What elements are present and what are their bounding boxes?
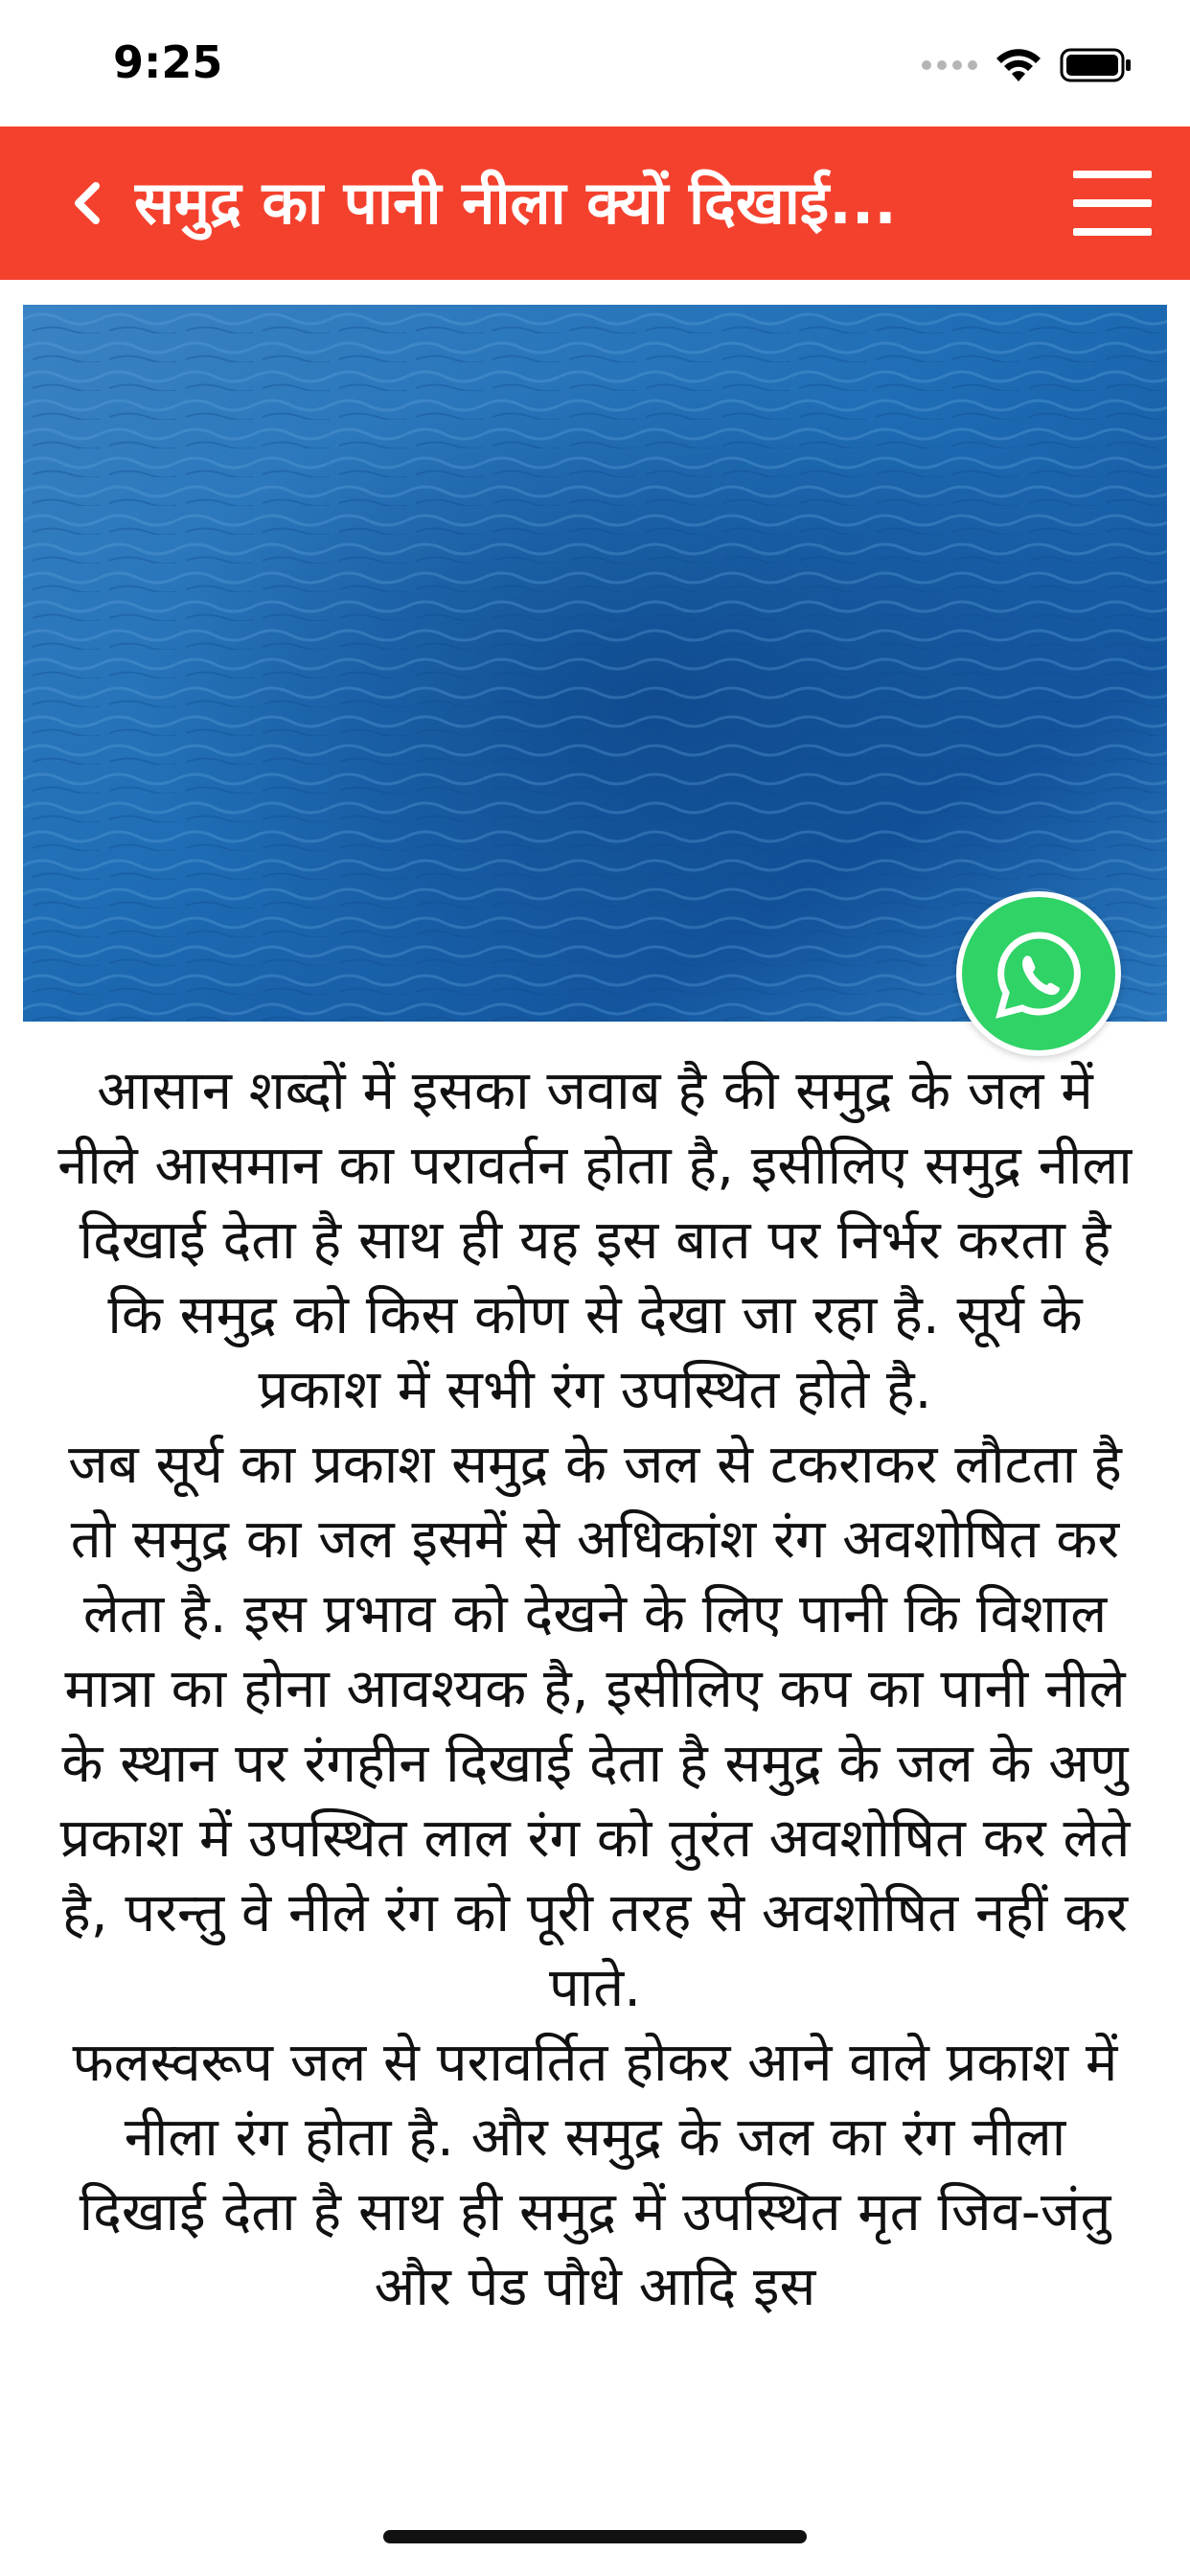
whatsapp-share-button[interactable] [956,891,1121,1056]
app-bar [0,126,1190,280]
page-title: समुद्र का पानी नीला क्यों दिखाई... [134,168,897,238]
back-button[interactable] [38,155,134,251]
status-time: 9:25 [113,36,223,88]
whatsapp-icon [993,928,1085,1020]
home-indicator [383,2530,807,2543]
article-paragraph: आसान शब्दों में इसका जवाब है की समुद्र के जल में नीले आसमान का परावर्तन होता है, इसीलिए समुद्र नीला दिखाई देता है साथ ही यह इस बात पर निर्भर करता है कि समुद्र को किस कोण से देखा जा रहा है. सूर्य के प्रकाश में सभी रंग उपस्थित होते है. [57,1060,1133,1421]
article-paragraph: फलस्वरूप जल से परावर्तित होकर आने वाले प्रकाश में नीला रंग होता है. और समुद्र के जल का रंग नीला दिखाई देता है साथ ही समुद्र में उपस्थित मृत जिव-जंतु और पेड पौधे आदि इस [72,2032,1118,2318]
status-bar [0,0,1190,126]
wifi-icon [995,47,1042,83]
status-icons [922,42,1133,88]
chevron-left-icon [67,174,105,232]
article-paragraph: जब सूर्य का प्रकाश समुद्र के जल से टकराकर लौटता है तो समुद्र का जल इसमें से अधिकांश रंग अवशोषित कर लेता है. इस प्रभाव को देखने के लिए पानी कि विशाल मात्रा का होना आवश्यक है, इसीलिए कप का पानी नीले के स्थान पर रंगहीन दिखाई देता है समुद्र के जल के अणु प्रकाश में उपस्थित लाल रंग को तुरंत अवशोषित कर लेते है, परन्तु वे नीले रंग को पूरी तरह से अवशोषित नहीं कर पाते. [59,1434,1131,2019]
battery-icon [1060,47,1133,83]
menu-button[interactable] [1073,165,1152,242]
article-body [57,1054,1133,2492]
cellular-signal-icon [922,60,977,70]
